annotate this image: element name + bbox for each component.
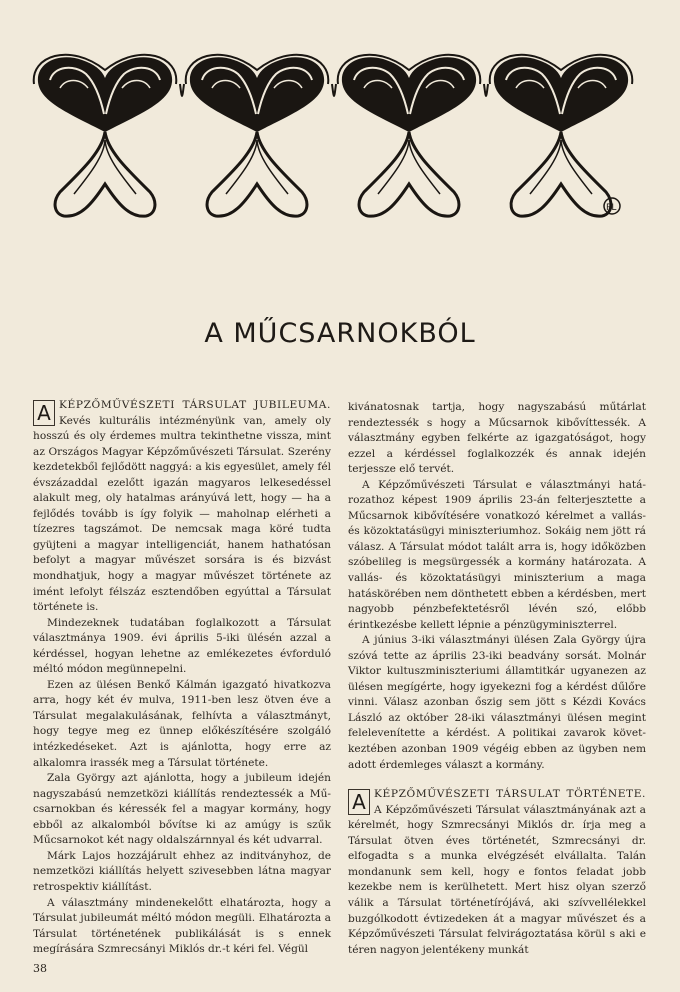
page-title: A MŰCSARNOKBÓL xyxy=(204,318,476,349)
paragraph: Márk Lajos hozzájárult ehhez az inditványhoz, de nemzetközi kiállítás helyett szivesebben látna magyar retrospektiv kiállítást. xyxy=(33,849,331,893)
paragraph: A választmány mindenekelőtt elhatározta, hogy a Társulat jubileumát méltó módon megüli. Elhatározta a Társulat történetének publikálását is s ennek megírására Szmrecsányi Miklós dr.-t kéri fel. Végül xyxy=(33,896,331,956)
svg-text:PL: PL xyxy=(606,203,617,213)
paragraph: A június 3-iki választmányi ülésen Zala György újra szóvá tette az április 23-iki beadvány sorsát. Molnár Viktor kultuszminiszteriumi államtitkár ugyanezen az ülésen megígérte, hogy igyekezni fog a kérdést dűlőre vinni. Válasz azonban őszig sem jött s Kézdi Kovács László az október 28-iki választmányi ülésen megint felelevenítette a kérdést. A politikai zavarok következtében azonban 1909 végéig ebben az ügyben nem adott érdemleges választ a kormány. xyxy=(348,634,646,771)
page-number: 38 xyxy=(33,962,47,975)
section-heading: KÉPZŐMŰVÉSZETI TÁRSULAT TÖRTÉNETE. xyxy=(374,788,646,801)
paragraph: Zala György azt ajánlotta, hogy a jubileum idején nagyszabású nemzetközi kiállítás rendeztessék a Műcsarnokban és kéressék fel a magyar kormány, hogy ebből az alkalomból bővítse ki az amúgy is szűk Műcsarnokot két nagy oldalszárnnyal és két udvarral. xyxy=(33,772,331,847)
paragraph: Ezen az ülésen Benkő Kálmán igazgató hivatkozva arra, hogy két év mulva, 1911-ben lesz ötven éve a Társulat megalakulásának, felhívta a választmányt, hogy tegye meg ez ünnep előkészítésére szolgáló intézkedéseket. Azt is ajánlotta, hogy erre az alkalomra irassék meg a Társulat története. xyxy=(33,678,331,769)
paragraph: A Képzőművészeti Társulat e választmányi határozathoz képest 1909 április 23-án felterjesztette a Műcsarnok kibővítésére vonatkozó kérelmet a vallás- és közoktatásügyi miniszteriumhoz. Sokáig nem jött rá válasz. A Társulat módot talált arra is, hogy időközben szóbelileg is megsürgessék a kormány határozata. A vallás- és közoktatásügyi miniszterium a maga hatáskörében nem dönthetett ebben a kérdésben, mert nagyobb pénzbefektetésről lévén szó, előbb érintkezésbe kellett lépnie a pénzügyminiszterrel. xyxy=(348,478,646,631)
monogram-icon xyxy=(604,198,620,214)
left-column xyxy=(33,398,331,958)
art-nouveau-frieze-icon xyxy=(30,40,642,230)
dropcap: A xyxy=(33,400,55,426)
section-heading-paragraph xyxy=(348,787,646,958)
dropcap: A xyxy=(348,789,370,815)
paragraph: A Képzőművészeti Társulat választmányának azt a kérelmét, hogy Szmrecsányi Miklós dr. írja meg a Társulat ötven éves történetét, Szmrecsányi dr. elfogadta s a munka elvégzését elvállalta. Talán mondanunk sem kell, hogy e fontos feladat jobb kezekbe nem is kerülhetett. Mert hisz olyan szerző válik a Társulat történetírójává, aki szívvellélekkel buzgólkodott évtizedeken át a magyar művészet és a Képzőművészeti Társulat felvirágoztatása körül s aki e téren nagyon jelentékeny munkát xyxy=(348,803,646,956)
paragraph: Kevés kulturális intézményünk van, amely oly hosszú és oly érdemes multra tekinthetne vissza, mint az Országos Magyar Képzőművészeti Társulat. Szerény kezdetekből fejlődött naggyá: a kis egyesület, amely fél évszázaddal ezelőtt igazán magyaros lelkesedéssel alakult meg, oly hatalmas arányúvá lett, hogy — ha a fejlődés tovább is így folyik — maholnap elérheti a tízezres tagszámot. De nemcsak maga köré tudta gyüjteni a magyar intelligenciát, hanem hathatósan befolyt a magyar művészet sorsára is és bizvást mondhatjuk, hogy a magyar művészet története az imént lefolyt félszáz esztendőben egyúttal a Társulat története is. xyxy=(33,414,331,614)
paragraph: Mindezeknek tudatában foglalkozott a Társulat választmánya 1909. évi április 5-iki ülésén azzal a kérdéssel, hogyan lehetne az emlékezetes évforduló méltó módon megünnepelni. xyxy=(33,616,331,676)
right-column xyxy=(348,400,646,958)
section-heading-paragraph xyxy=(33,398,331,616)
paragraph: kivánatosnak tartja, hogy nagyszabású műtárlat rendeztessék s hogy a Műcsarnok kibővíttessék. A választmány egyben felkérte az igazgatóságot, hogy ezzel a kérdéssel foglalkozzék és annak idején terjessze elő tervét. xyxy=(348,401,646,476)
section-heading: KÉPZŐMŰVÉSZETI TÁRSULAT JUBILEUMA. xyxy=(59,399,331,411)
